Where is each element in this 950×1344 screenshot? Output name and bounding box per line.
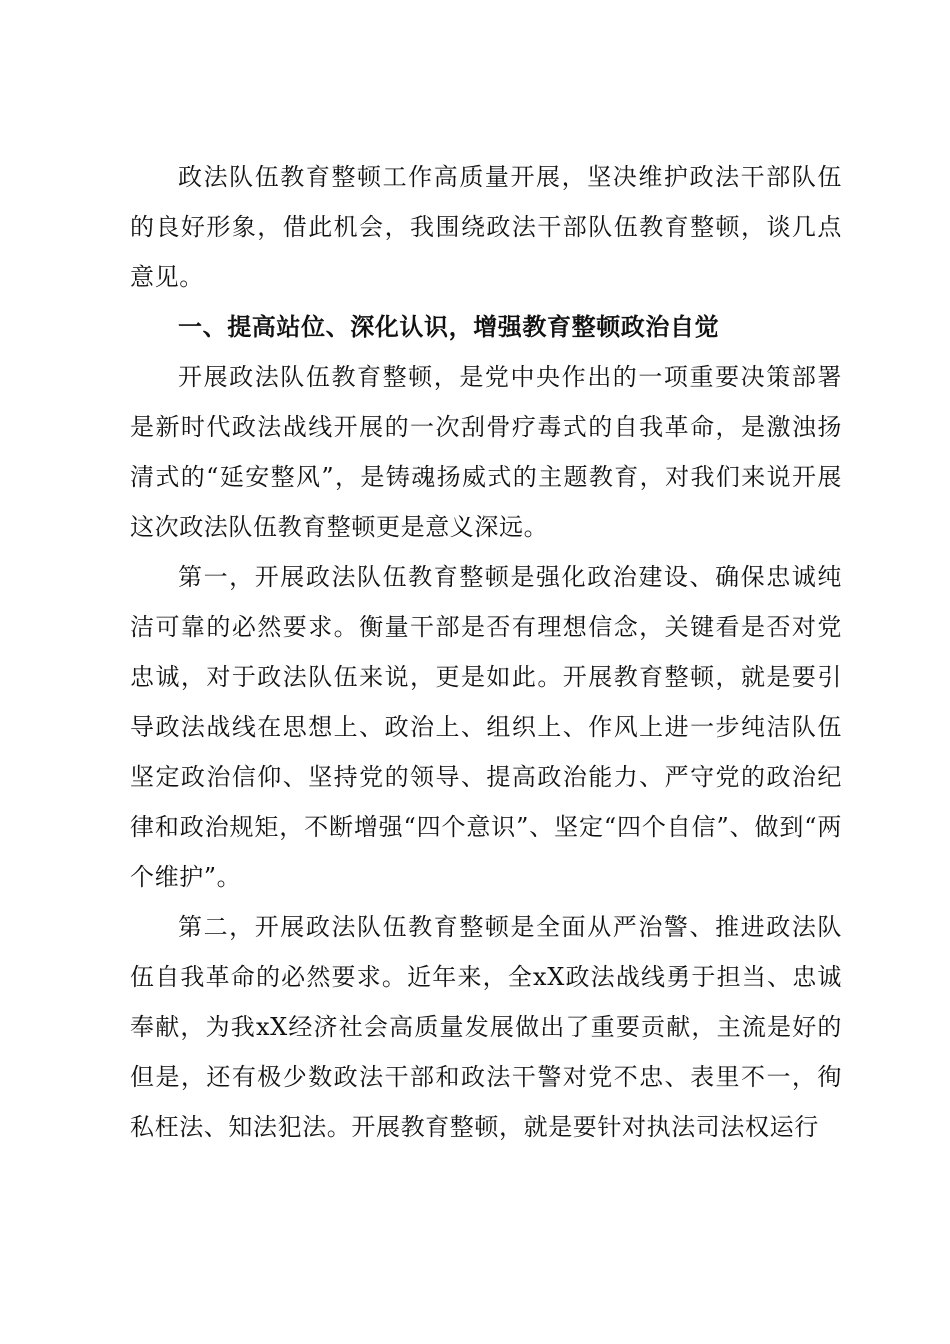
section-heading: 一、提高站位、深化认识，增强教育整顿政治自觉 <box>178 313 720 341</box>
paragraph: 开展政法队伍教育整顿，是党中央作出的一项重要决策部署是新时代政法战线开展的一次刮骨疗毒式的自我革命，是激浊扬清式的“延安整风”，是铸魂扬威式的主题教育，对我们来说开展这次政法队伍教育整顿更是意义深远。 <box>130 363 842 541</box>
intro-paragraph: 政法队伍教育整顿工作高质量开展，坚决维护政法干部队伍的良好形象，借此机会，我围绕政法干部队伍教育整顿，谈几点意见。 <box>130 163 842 291</box>
paragraph: 第一，开展政法队伍教育整顿是强化政治建设、确保忠诚纯洁可靠的必然要求。衡量干部是否有理想信念，关键看是否对党忠诚，对于政法队伍来说，更是如此。开展教育整顿，就是要引导政法战线在思想上、政治上、组织上、作风上进一步纯洁队伍坚定政治信仰、坚持党的领导、提高政治能力、严守党的政治纪律和政治规矩，不断增强“四个意识”、坚定“四个自信”、做到“两个维护”。 <box>130 563 842 891</box>
document-body <box>130 152 842 1152</box>
paragraph: 第二，开展政法队伍教育整顿是全面从严治警、推进政法队伍自我革命的必然要求。近年来，全xX政法战线勇于担当、忠诚奉献，为我xX经济社会高质量发展做出了重要贡献，主流是好的但是，还有极少数政法干部和政法干警对党不忠、表里不一，徇私枉法、知法犯法。开展教育整顿，就是要针对执法司法权运行 <box>130 913 842 1141</box>
